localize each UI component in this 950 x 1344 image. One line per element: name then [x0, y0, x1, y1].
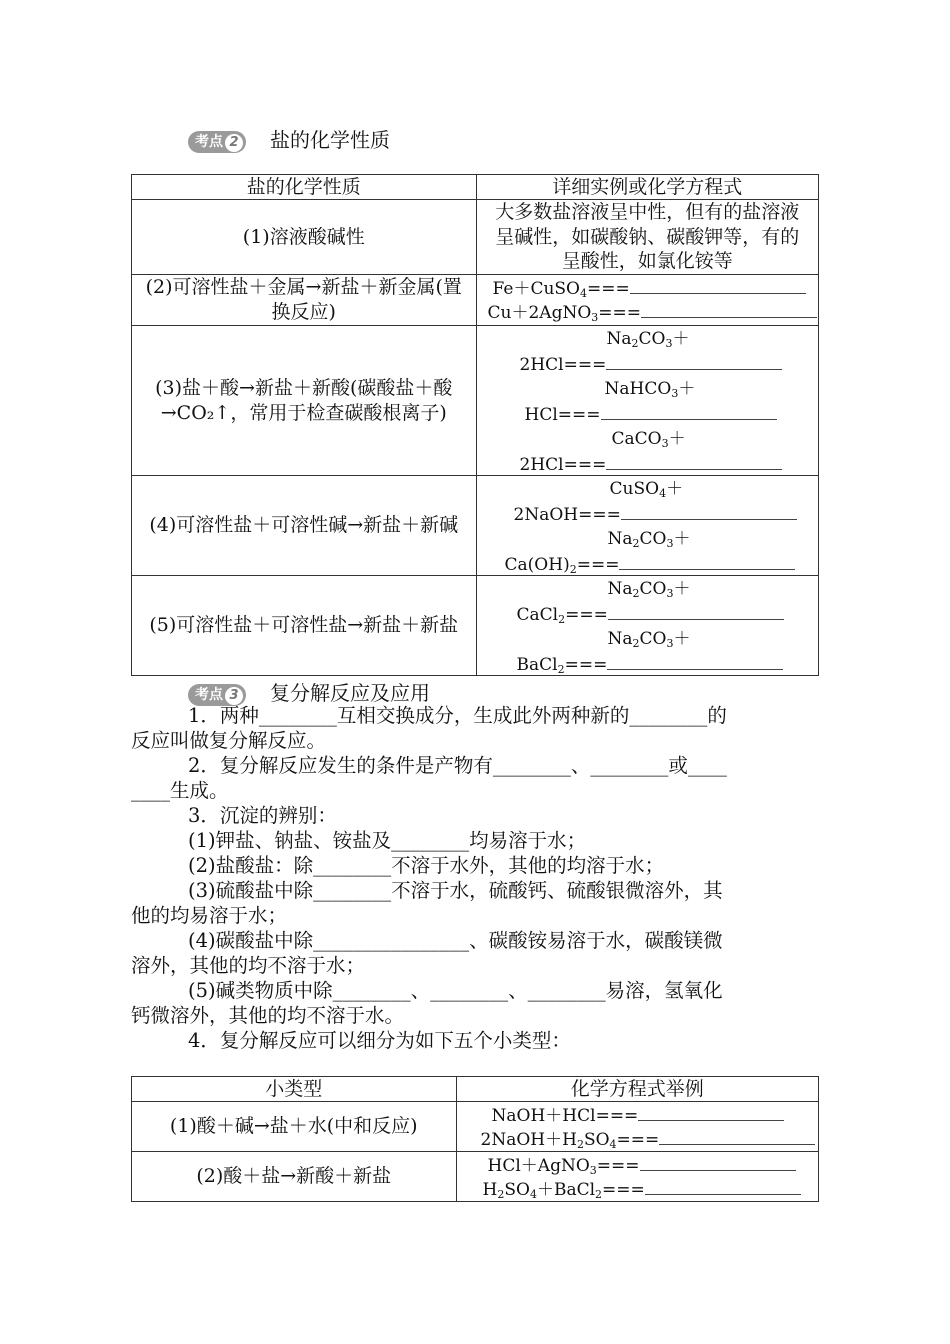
- section-heading-2: [188, 124, 390, 153]
- table-row: [132, 200, 819, 275]
- equation-cell: [476, 275, 818, 326]
- kaodian-badge-2: 考点 2: [188, 131, 246, 153]
- equation: Cu＋2AgNO$_3$===: [488, 301, 817, 324]
- table-row: [132, 476, 819, 576]
- property-cell: (3)盐＋酸→新盐＋新酸(碳酸盐＋酸→CO₂↑，常用于检查碳酸根离子): [132, 326, 477, 476]
- property-cell: (4)可溶性盐＋可溶性碱→新盐＋新碱: [132, 476, 477, 576]
- equation: NaHCO$_3$＋: [604, 379, 696, 400]
- text-line: ____生成。: [131, 779, 229, 802]
- table-row: [132, 326, 819, 476]
- text-line: (1)钾盐、钠盐、铵盐及________均易溶于水；: [188, 829, 587, 852]
- equation: HCl＋AgNO$_3$===: [488, 1154, 796, 1177]
- equation: CuSO$_4$＋: [609, 479, 684, 500]
- equation: 2HCl===: [520, 453, 783, 476]
- text-line: 1．两种________互相交换成分，生成此外两种新的________的: [188, 704, 727, 727]
- text-line: 2．复分解反应发生的条件是产物有________、________或____: [188, 754, 727, 777]
- text-line: (5)碱类物质中除________、________、________易溶，氢氧化: [188, 979, 723, 1002]
- equation-cell: [476, 476, 818, 576]
- equation: NaOH＋HCl===: [492, 1104, 785, 1127]
- text-line: 溶外，其他的均不溶于水；: [131, 954, 366, 977]
- equation: CaCO$_3$＋: [611, 429, 686, 450]
- column-header: 小类型: [132, 1077, 457, 1102]
- equation: $Ca(OH)_2===$: [505, 553, 796, 576]
- equation-cell: [456, 1102, 818, 1152]
- text-line: 钙微溶外，其他的均不溶于水。: [131, 1004, 405, 1027]
- equation: 2HCl===: [520, 353, 783, 376]
- property-cell: (5)可溶性盐＋可溶性盐→新盐＋新盐: [132, 576, 477, 676]
- equation: $Na_2CO_3+$: [606, 329, 690, 350]
- equation-cell: [476, 326, 818, 476]
- equation-cell: [456, 1152, 818, 1202]
- property-cell: (2)可溶性盐＋金属→新盐＋新金属(置换反应): [132, 275, 477, 326]
- section-heading-3: [188, 677, 430, 706]
- table-row: [132, 576, 819, 676]
- text-line: (3)硫酸盐中除________不溶于水，硫酸钙、硫酸银微溶外，其: [188, 879, 723, 902]
- section-title: 盐的化学性质: [270, 128, 390, 152]
- column-header: 化学方程式举例: [456, 1077, 818, 1102]
- kaodian-badge-3: 考点 3: [188, 684, 246, 706]
- table-row: [132, 1102, 819, 1152]
- table-header-row: [132, 1077, 819, 1102]
- table-header-row: [132, 175, 819, 200]
- table-row: [132, 275, 819, 326]
- equation: 2NaOH===: [514, 503, 797, 526]
- detail-cell: 大多数盐溶液呈中性，但有的盐溶液呈碱性，如碳酸钠、碳酸钾等，有的呈酸性，如氯化铵等: [476, 200, 818, 275]
- column-header: 详细实例或化学方程式: [476, 175, 818, 200]
- equation-cell: [476, 576, 818, 676]
- column-header: 盐的化学性质: [132, 175, 477, 200]
- equation: $Na_2CO_3+$: [607, 529, 691, 550]
- type-cell: (2)酸＋盐→新酸＋新盐: [132, 1152, 457, 1202]
- equation: Fe＋CuSO$_4$===: [493, 277, 806, 300]
- table-row: [132, 1152, 819, 1202]
- text-line: (4)碳酸盐中除________________、碳酸铵易溶于水，碳酸镁微: [188, 929, 723, 952]
- text-line: 他的均易溶于水；: [131, 904, 288, 927]
- equation: BaCl$_2$===: [517, 653, 784, 676]
- reaction-types-table: [131, 1076, 819, 1202]
- text-line: 4．复分解反应可以细分为如下五个小类型：: [188, 1029, 571, 1052]
- equation: $Na_2CO_3+$: [607, 579, 691, 600]
- equation: HCl===: [525, 403, 777, 426]
- equation: $Na_2CO_3+$: [607, 629, 691, 650]
- equation: CaCl$_2$===: [517, 603, 784, 626]
- text-line: (2)盐酸盐：除________不溶于水外，其他的均溶于水；: [188, 854, 665, 877]
- equation: $2NaOH+H_2SO_4===$: [481, 1128, 816, 1151]
- type-cell: (1)酸＋碱→盐＋水(中和反应): [132, 1102, 457, 1152]
- text-line: 3．沉淀的辨别：: [188, 804, 337, 827]
- section-title: 复分解反应及应用: [270, 681, 430, 705]
- salt-properties-table: [131, 174, 819, 676]
- equation: $H_2SO_4+BaCl_2===$: [483, 1178, 801, 1201]
- text-line: 反应叫做复分解反应。: [131, 729, 327, 752]
- property-cell: (1)溶液酸碱性: [132, 200, 477, 275]
